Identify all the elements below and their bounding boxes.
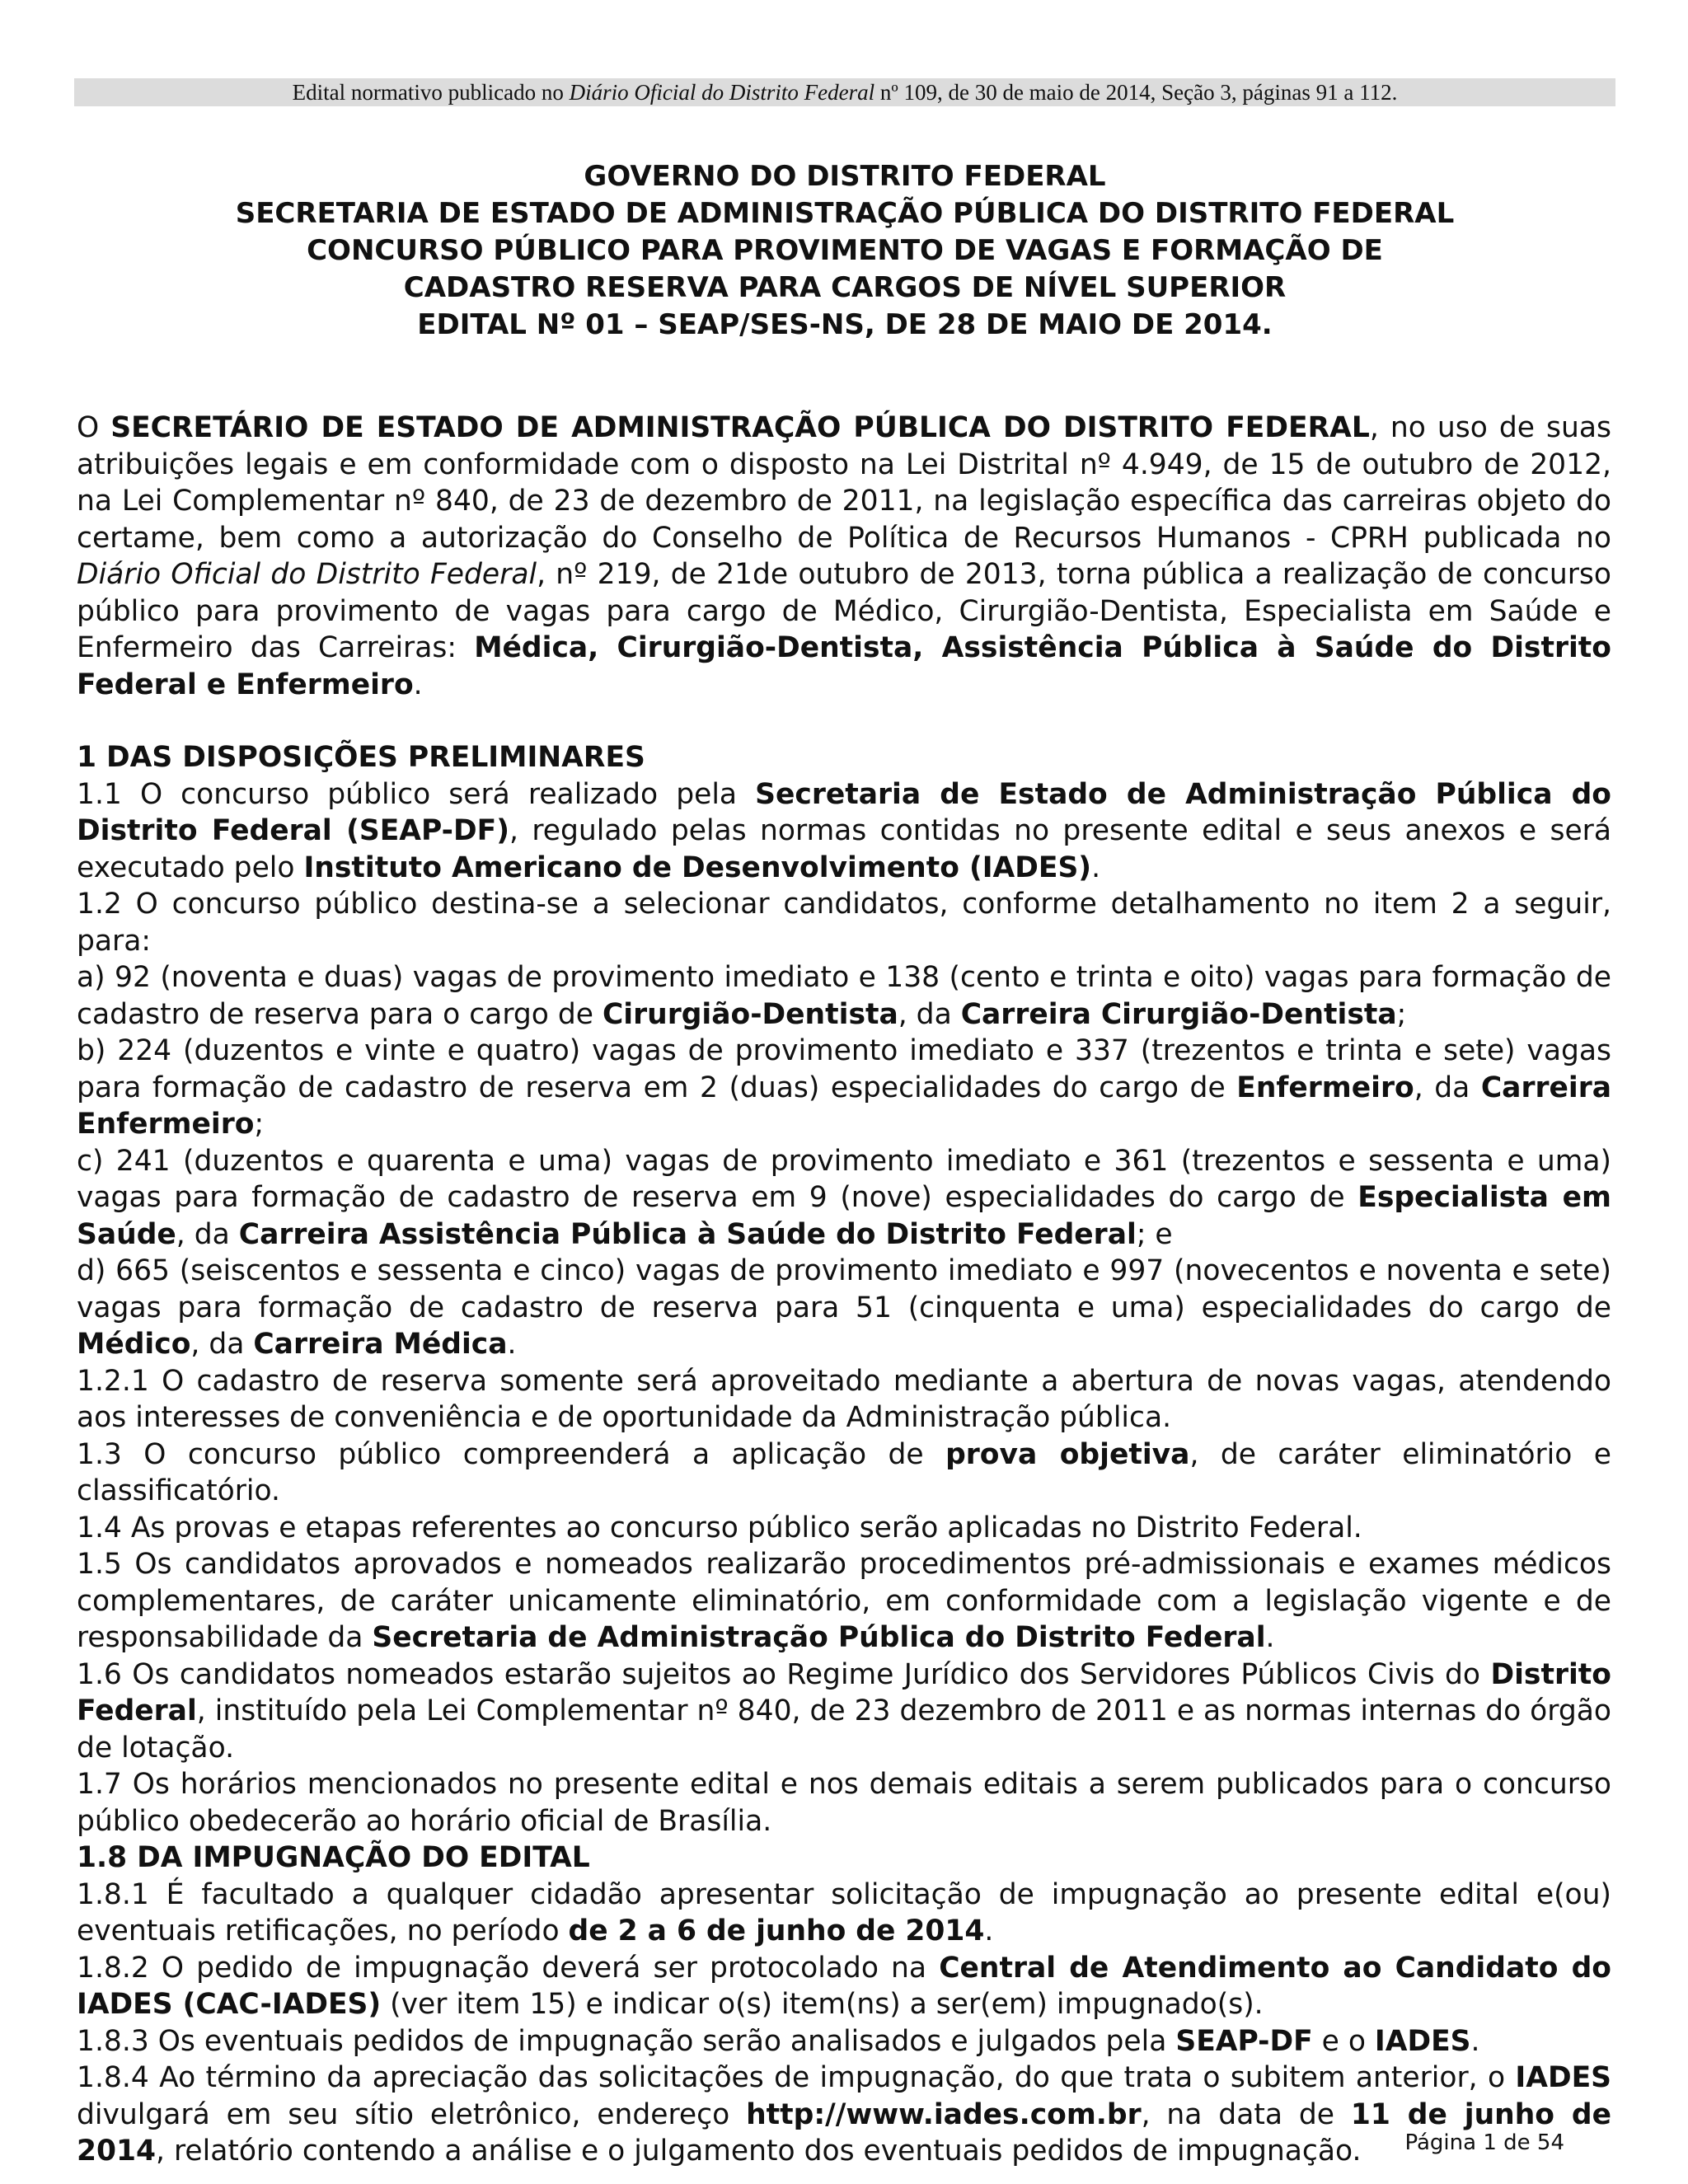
item-1-1: 1.1 O concurso público será realizado pela Secretaria de Estado de Administração Pública do Distrito Federal (SEAP-DF), regulado pelas normas contidas no presente edital e seus anexos e será executado pelo Instituto Americano de Desenvolvimento (IADES).: [77, 777, 1611, 884]
banner-text-end: nº 109, de 30 de maio de 2014, Seção 3, páginas 91 a 112.: [874, 80, 1398, 105]
banner-text: Edital normativo publicado no: [292, 80, 570, 105]
item-1-8-4: 1.8.4 Ao término da apreciação das solicitações de impugnação, do que trata o subitem anterior, o IADES divulgará em seu sítio eletrônico, endereço http://www.iades.com.br, na data de 11 de junho de 2014, relatório contendo a análise e o julgamento dos eventuais pedidos de impugnação.: [77, 2061, 1611, 2168]
document-header: [74, 158, 1615, 344]
header-line-1: GOVERNO DO DISTRITO FEDERAL: [584, 160, 1106, 193]
section-1-title: 1 DAS DISPOSIÇÕES PRELIMINARES: [77, 741, 645, 774]
page-number: Página 1 de 54: [1404, 2130, 1564, 2155]
item-1-2: 1.2 O concurso público destina-se a selecionar candidatos, conforme detalhamento no item 2 a seguir, para:: [77, 888, 1611, 958]
item-1-8-3: 1.8.3 Os eventuais pedidos de impugnação serão analisados e julgados pela SEAP-DF e o IADES.: [77, 2024, 1480, 2058]
item-1-2-d: d) 665 (seiscentos e sessenta e cinco) vagas de provimento imediato e 997 (novecentos e noventa e sete) vagas para formação de cadastro de reserva para 51 (cinquenta e uma) especialidades do cargo de Médico, da Carreira Médica.: [77, 1254, 1611, 1361]
header-line-5: EDITAL Nº 01 – SEAP/SES-NS, DE 28 DE MAIO DE 2014.: [417, 308, 1273, 341]
banner-journal: Diário Oficial do Distrito Federal: [569, 80, 875, 105]
publication-banner: [74, 78, 1615, 106]
section-1-8-title: 1.8 DA IMPUGNAÇÃO DO EDITAL: [77, 1841, 590, 1874]
item-1-8-1: 1.8.1 É facultado a qualquer cidadão apresentar solicitação de impugnação ao presente edital e(ou) eventuais retificações, no período de 2 a 6 de junho de 2014.: [77, 1877, 1611, 1947]
item-1-3: 1.3 O concurso público compreenderá a aplicação de prova objetiva, de caráter eliminatório e classificatório.: [77, 1437, 1611, 1507]
item-1-5: 1.5 Os candidatos aprovados e nomeados realizarão procedimentos pré-admissionais e exames médicos complementares, de caráter unicamente eliminatório, em conformidade com a legislação vigente e de responsabilidade da Secretaria de Administração Pública do Distrito Federal.: [77, 1548, 1611, 1654]
header-line-3: CONCURSO PÚBLICO PARA PROVIMENTO DE VAGAS E FORMAÇÃO DE: [307, 234, 1383, 267]
item-1-2-1: 1.2.1 O cadastro de reserva somente será aproveitado mediante a abertura de novas vagas, atendendo aos interesses de conveniência e de oportunidade da Administração pública.: [77, 1364, 1611, 1434]
item-1-2-c: c) 241 (duzentos e quarenta e uma) vagas de provimento imediato e 361 (trezentos e sessenta e uma) vagas para formação de cadastro de reserva em 9 (nove) especialidades do cargo de Especialista em Saúde, da Carreira Assistência Pública à Saúde do Distrito Federal; e: [77, 1144, 1611, 1251]
item-1-8-2: 1.8.2 O pedido de impugnação deverá ser protocolado na Central de Atendimento ao Candidato do IADES (CAC-IADES) (ver item 15) e indicar o(s) item(ns) a ser(em) impugnado(s).: [77, 1951, 1611, 2021]
intro-paragraph: O SECRETÁRIO DE ESTADO DE ADMINISTRAÇÃO PÚBLICA DO DISTRITO FEDERAL, no uso de suas atribuições legais e em conformidade com o disposto na Lei Distrital nº 4.949, de 15 de outubro de 2012, na Lei Complementar nº 840, de 23 de dezembro de 2011, na legislação específica das carreiras objeto do certame, bem como a autorização do Conselho de Política de Recursos Humanos - CPRH publicada no Diário Oficial do Distrito Federal, nº 219, de 21de outubro de 2013, torna pública a realização de concurso público para provimento de vagas para cargo de Médico, Cirurgião-Dentista, Especialista em Saúde e Enfermeiro das Carreiras: Médica, Cirurgião-Dentista, Assistência Pública à Saúde do Distrito Federal e Enfermeiro.: [77, 411, 1612, 701]
item-1-2-b: b) 224 (duzentos e vinte e quatro) vagas de provimento imediato e 337 (trezentos e trinta e sete) vagas para formação de cadastro de reserva em 2 (duas) especialidades do cargo de Enfermeiro, da Carreira Enfermeiro;: [77, 1034, 1611, 1141]
header-line-2: SECRETARIA DE ESTADO DE ADMINISTRAÇÃO PÚBLICA DO DISTRITO FEDERAL: [235, 197, 1455, 230]
document-body: [77, 410, 1611, 2170]
item-1-7: 1.7 Os horários mencionados no presente edital e nos demais editais a serem publicados para o concurso público obedecerão ao horário oficial de Brasília.: [77, 1768, 1611, 1838]
item-1-4: 1.4 As provas e etapas referentes ao concurso público serão aplicadas no Distrito Federal.: [77, 1511, 1362, 1544]
header-line-4: CADASTRO RESERVA PARA CARGOS DE NÍVEL SUPERIOR: [403, 271, 1287, 304]
item-1-6: 1.6 Os candidatos nomeados estarão sujeitos ao Regime Jurídico dos Servidores Públicos Civis do Distrito Federal, instituído pela Lei Complementar nº 840, de 23 dezembro de 2011 e as normas internas do órgão de lotação.: [77, 1657, 1611, 1765]
item-1-2-a: a) 92 (noventa e duas) vagas de provimento imediato e 138 (cento e trinta e oito) vagas para formação de cadastro de reserva para o cargo de Cirurgião-Dentista, da Carreira Cirurgião-Dentista;: [77, 961, 1611, 1031]
